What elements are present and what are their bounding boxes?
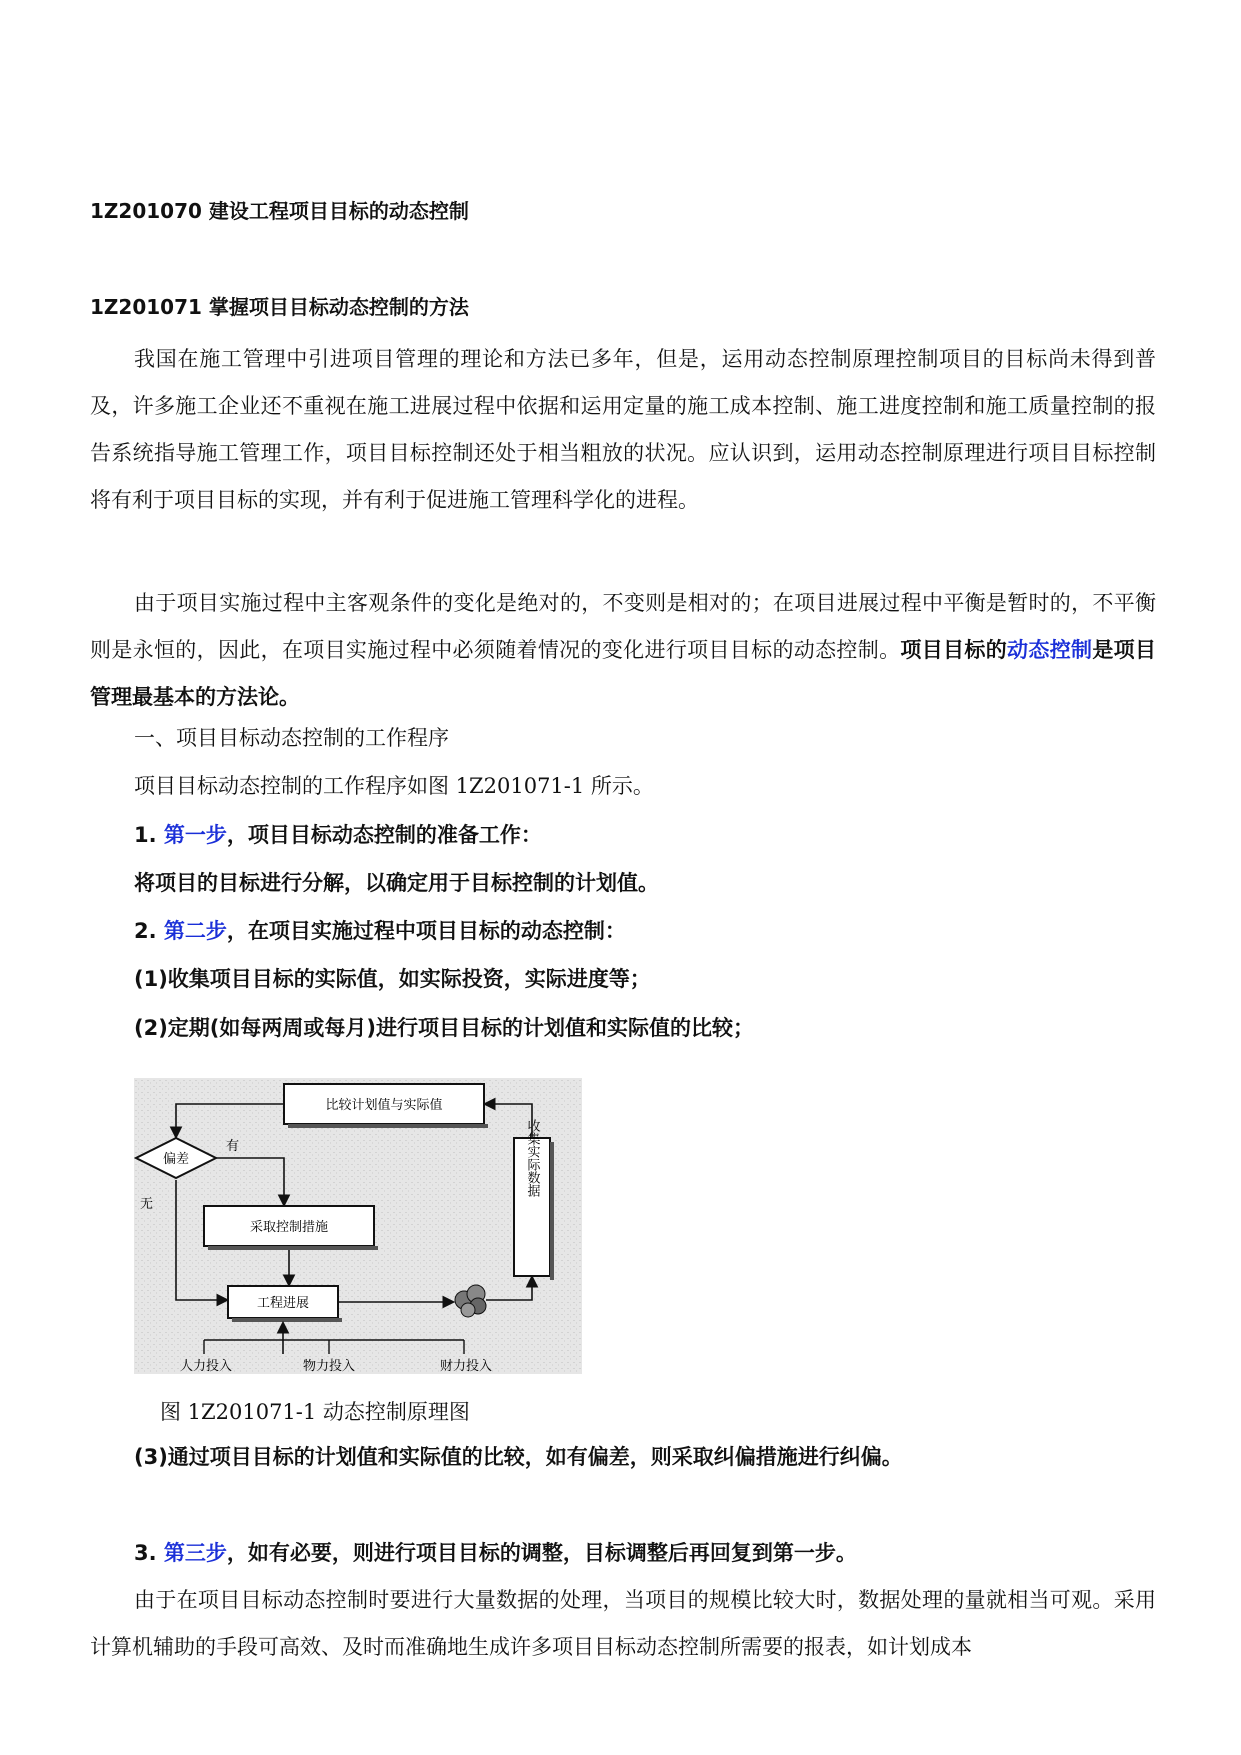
paragraph-dynamic-control-text: 由于项目实施过程中主客观条件的变化是绝对的，不变则是相对的；在项目进展过程中平衡是暂时的，不平衡则是永恒的，因此，在项目实施过程中必须随着情况的变化进行项目目标的动态控制。 — [90, 591, 1156, 662]
step-2-link[interactable]: 第二步 — [163, 919, 227, 943]
deviation-label: 偏差 — [162, 1152, 190, 1167]
paragraph-bold-text: 项目目标的 — [900, 638, 1008, 662]
progress-box-shadow — [232, 1318, 342, 1322]
heading-1z201070: 1Z201070 建设工程项目目标的动态控制 — [90, 199, 469, 223]
step-3 — [134, 1540, 857, 1566]
paragraph-intro: 我国在施工管理中引进项目管理的理论和方法已多年，但是，运用动态控制原理控制项目的目标尚未得到普及，许多施工企业还不重视在施工进展过程中依据和运用定量的施工成本控制、施工进度控制和施工质量控制的报告系统指导施工管理工作，项目目标控制还处于相当粗放的状况。应认识到，运用动态控制原理进行项目目标控制将有利于项目目标的实现，并有利于促进施工管理科学化的进程。 — [90, 347, 1156, 512]
step-1-text: ，项目目标动态控制的准备工作： — [226, 823, 542, 847]
step-3-link[interactable]: 第三步 — [163, 1541, 227, 1565]
measures-box-shadow — [208, 1246, 378, 1250]
section-intro-text: 项目目标动态控制的工作程序如图 1Z201071-1 所示。 — [134, 774, 654, 798]
collect-data-box-shadow — [550, 1142, 554, 1280]
input-material-label: 物力投入 — [302, 1359, 356, 1374]
input-finance-label: 财力投入 — [439, 1359, 493, 1374]
step-1-number: 1. — [134, 823, 164, 847]
step-1-detail: 将项目的目标进行分解，以确定用于目标控制的计划值。 — [134, 871, 659, 895]
compare-box-label: 比较计划值与实际值 — [325, 1098, 443, 1113]
step-2 — [134, 918, 626, 944]
step-2-item-1: (1)收集项目目标的实际值，如实际投资，实际进度等； — [134, 967, 651, 991]
dynamic-control-diagram — [134, 1078, 582, 1374]
step-3-number: 3. — [134, 1541, 164, 1565]
step-3-text: ，如有必要，则进行项目目标的调整，目标调整后再回复到第一步。 — [226, 1541, 857, 1565]
step-2-item-3: (3)通过项目目标的计划值和实际值的比较，如有偏差，则采取纠偏措施进行纠偏。 — [134, 1445, 903, 1469]
paragraph-dynamic-control — [90, 580, 1156, 721]
progress-box-label: 工程进展 — [256, 1296, 310, 1311]
yes-label: 有 — [226, 1139, 240, 1154]
step-2-text: ，在项目实施过程中项目目标的动态控制： — [226, 919, 626, 943]
diagram-svg — [134, 1078, 582, 1374]
step-1 — [134, 822, 542, 848]
step-2-number: 2. — [134, 919, 164, 943]
step-2-item-2: (2)定期(如每两周或每月)进行项目目标的计划值和实际值的比较； — [134, 1016, 754, 1040]
dynamic-control-link[interactable]: 动态控制 — [1007, 638, 1093, 662]
collect-data-label: 收集实际数据 — [524, 1119, 540, 1197]
measures-box-label: 采取控制措施 — [249, 1220, 329, 1235]
section-title-procedure: 一、项目目标动态控制的工作程序 — [134, 726, 449, 750]
input-labor-label: 人力投入 — [179, 1359, 233, 1374]
compare-box-shadow — [288, 1124, 488, 1128]
step-1-link[interactable]: 第一步 — [163, 823, 227, 847]
paragraph-bold-end: 是项目管理最基本的方法论。 — [90, 638, 1157, 709]
paragraph-computer-aid: 由于在项目目标动态控制时要进行大量数据的处理，当项目的规模比较大时，数据处理的量就相当可观。采用计算机辅助的手段可高效、及时而准确地生成许多项目目标动态控制所需要的报表，如计划成本 — [90, 1588, 1156, 1659]
no-label: 无 — [140, 1197, 154, 1212]
figure-caption: 图 1Z201071-1 动态控制原理图 — [160, 1400, 470, 1424]
heading-1z201071: 1Z201071 掌握项目目标动态控制的方法 — [90, 295, 469, 319]
